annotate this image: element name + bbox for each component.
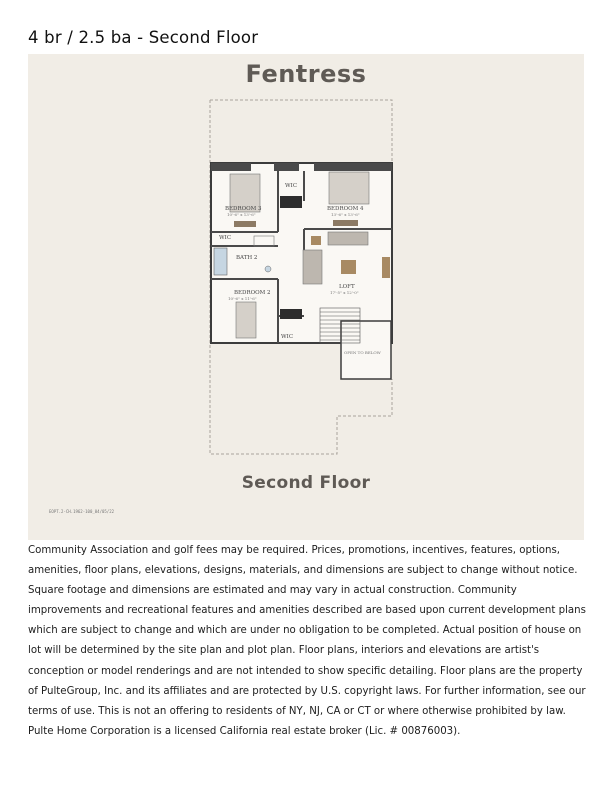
room-label-wic-left: WIC: [219, 235, 232, 241]
room-label-bedroom3: BEDROOM 3: [225, 206, 262, 212]
floor-plan-drawing: [28, 54, 584, 540]
loft-table: [341, 260, 356, 274]
room-label-bath2: BATH 2: [236, 255, 258, 261]
room-label-open-below: OPEN TO BELOW: [344, 350, 381, 355]
bathtub: [214, 248, 227, 275]
room-label-wic-top: WIC: [285, 183, 298, 189]
room-label-wic-bottom: WIC: [281, 334, 294, 340]
room-dim-bedroom3: 10'-6" x 13'-6": [227, 212, 256, 217]
room-dim-loft: 17'-5" x 12'-0": [330, 290, 359, 295]
legal-disclaimer: Community Association and golf fees may be required. Prices, promotions, incentives, features, options, amenities, floor plans, elevations, designs, materials, and dimensions are subject to change without notice. Square footage and dimensions are estimated and may vary in actual construction. Community improvements and recreational features and amenities described are based upon current development plans which are subject to change and which are under no obligation to be completed. Actual position of house on lot will be determined by the site plan and plot plan. Floor plans, interiors and elevations are artist's conception or model renderings and are not intended to show specific detailing. Floor plans are the property of PulteGroup, Inc. and its affiliates and are protected by U.S. copyright laws. For further information, see our terms of use. This is not an offering to residents of NY, NJ, CA or CT or where otherwise prohibited by law. Pulte Home Corporation is a licensed California real estate broker (Lic. # 00876003).: [28, 545, 586, 737]
floor-plan-image: [28, 54, 584, 540]
room-label-loft: LOFT: [339, 284, 355, 290]
bed-bedroom-2: [236, 302, 256, 338]
room-label-bedroom2: BEDROOM 2: [234, 290, 271, 296]
room-label-bedroom4: BEDROOM 4: [327, 206, 364, 212]
plan-title: Fentress: [245, 60, 367, 88]
loft-sofa: [303, 250, 322, 284]
bed-bedroom-4: [329, 172, 369, 204]
plan-floor-label: Second Floor: [241, 473, 371, 493]
room-dim-bedroom2: 10'-6" x 11'-6": [228, 296, 257, 301]
page-title: 4 br / 2.5 ba - Second Floor: [28, 28, 259, 47]
plan-code: EOPT.2-CH.1962-100_04/05/22: [49, 509, 115, 514]
room-dim-bedroom4: 13'-6" x 13'-6": [331, 212, 360, 217]
